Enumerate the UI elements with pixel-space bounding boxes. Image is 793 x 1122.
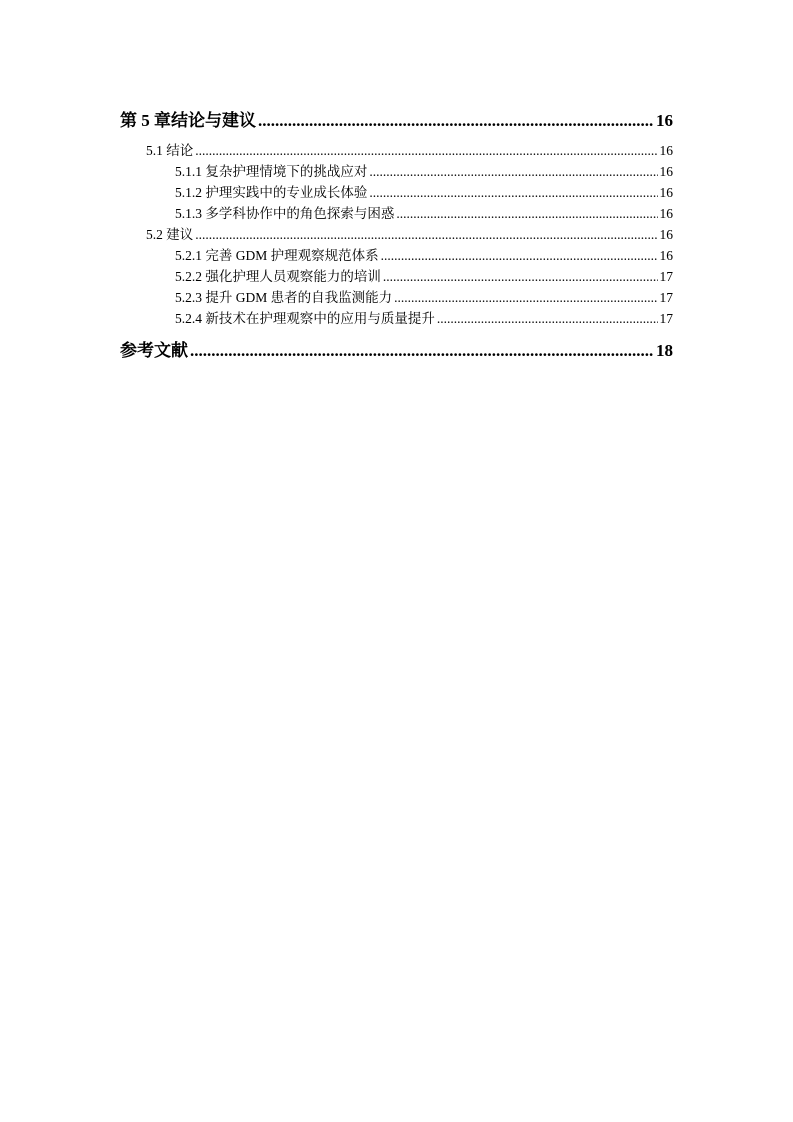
toc-entry-label: 5.1.3 多学科协作中的角色探索与困惑 — [175, 206, 395, 221]
toc-entry-page: 16 — [659, 206, 673, 221]
toc-entry-5-1-1[interactable] — [175, 160, 673, 182]
dot-leader — [195, 227, 657, 243]
toc-entry-5-2-4[interactable] — [175, 307, 673, 329]
dot-leader — [190, 341, 654, 361]
dot-leader — [437, 311, 658, 327]
toc-entry-page: 17 — [659, 311, 673, 326]
toc-entry-5-2[interactable] — [146, 223, 673, 245]
toc-entry-5-1-2[interactable] — [175, 181, 673, 203]
toc-entry-label: 参考文献 — [120, 341, 188, 360]
toc-entry-5-1-3[interactable] — [175, 202, 673, 224]
dot-leader — [369, 185, 657, 201]
toc-entry-references[interactable] — [120, 336, 673, 358]
toc-entry-label: 5.2.2 强化护理人员观察能力的培训 — [175, 269, 381, 284]
toc-entry-page: 17 — [659, 269, 673, 284]
toc-entry-page: 17 — [659, 290, 673, 305]
toc-entry-label: 5.2.4 新技术在护理观察中的应用与质量提升 — [175, 311, 435, 326]
toc-entry-chapter-5[interactable] — [120, 106, 673, 128]
toc-entry-label: 5.1 结论 — [146, 143, 194, 158]
toc-entry-page: 18 — [656, 341, 673, 360]
toc-entry-label: 5.2.1 完善 GDM 护理观察规范体系 — [175, 248, 379, 263]
toc-entry-page: 16 — [659, 164, 673, 179]
dot-leader — [258, 111, 654, 131]
toc-entry-5-2-3[interactable] — [175, 286, 673, 308]
toc-entry-label: 5.1.2 护理实践中的专业成长体验 — [175, 185, 368, 200]
toc-entry-page: 16 — [659, 143, 673, 158]
toc-entry-label: 5.1.1 复杂护理情境下的挑战应对 — [175, 164, 368, 179]
toc-entry-5-2-1[interactable] — [175, 244, 673, 266]
dot-leader — [396, 206, 657, 222]
dot-leader — [394, 290, 657, 306]
toc-entry-5-2-2[interactable] — [175, 265, 673, 287]
toc-entry-label: 第 5 章结论与建议 — [120, 111, 256, 130]
toc-entry-page: 16 — [659, 185, 673, 200]
toc-entry-page: 16 — [659, 227, 673, 242]
toc-entry-5-1[interactable] — [146, 139, 673, 161]
toc-entry-page: 16 — [659, 248, 673, 263]
dot-leader — [195, 143, 657, 159]
dot-leader — [383, 269, 658, 285]
dot-leader — [369, 164, 657, 180]
dot-leader — [381, 248, 658, 264]
toc-entry-page: 16 — [656, 111, 673, 130]
toc-entry-label: 5.2 建议 — [146, 227, 194, 242]
toc-entry-label: 5.2.3 提升 GDM 患者的自我监测能力 — [175, 290, 393, 305]
